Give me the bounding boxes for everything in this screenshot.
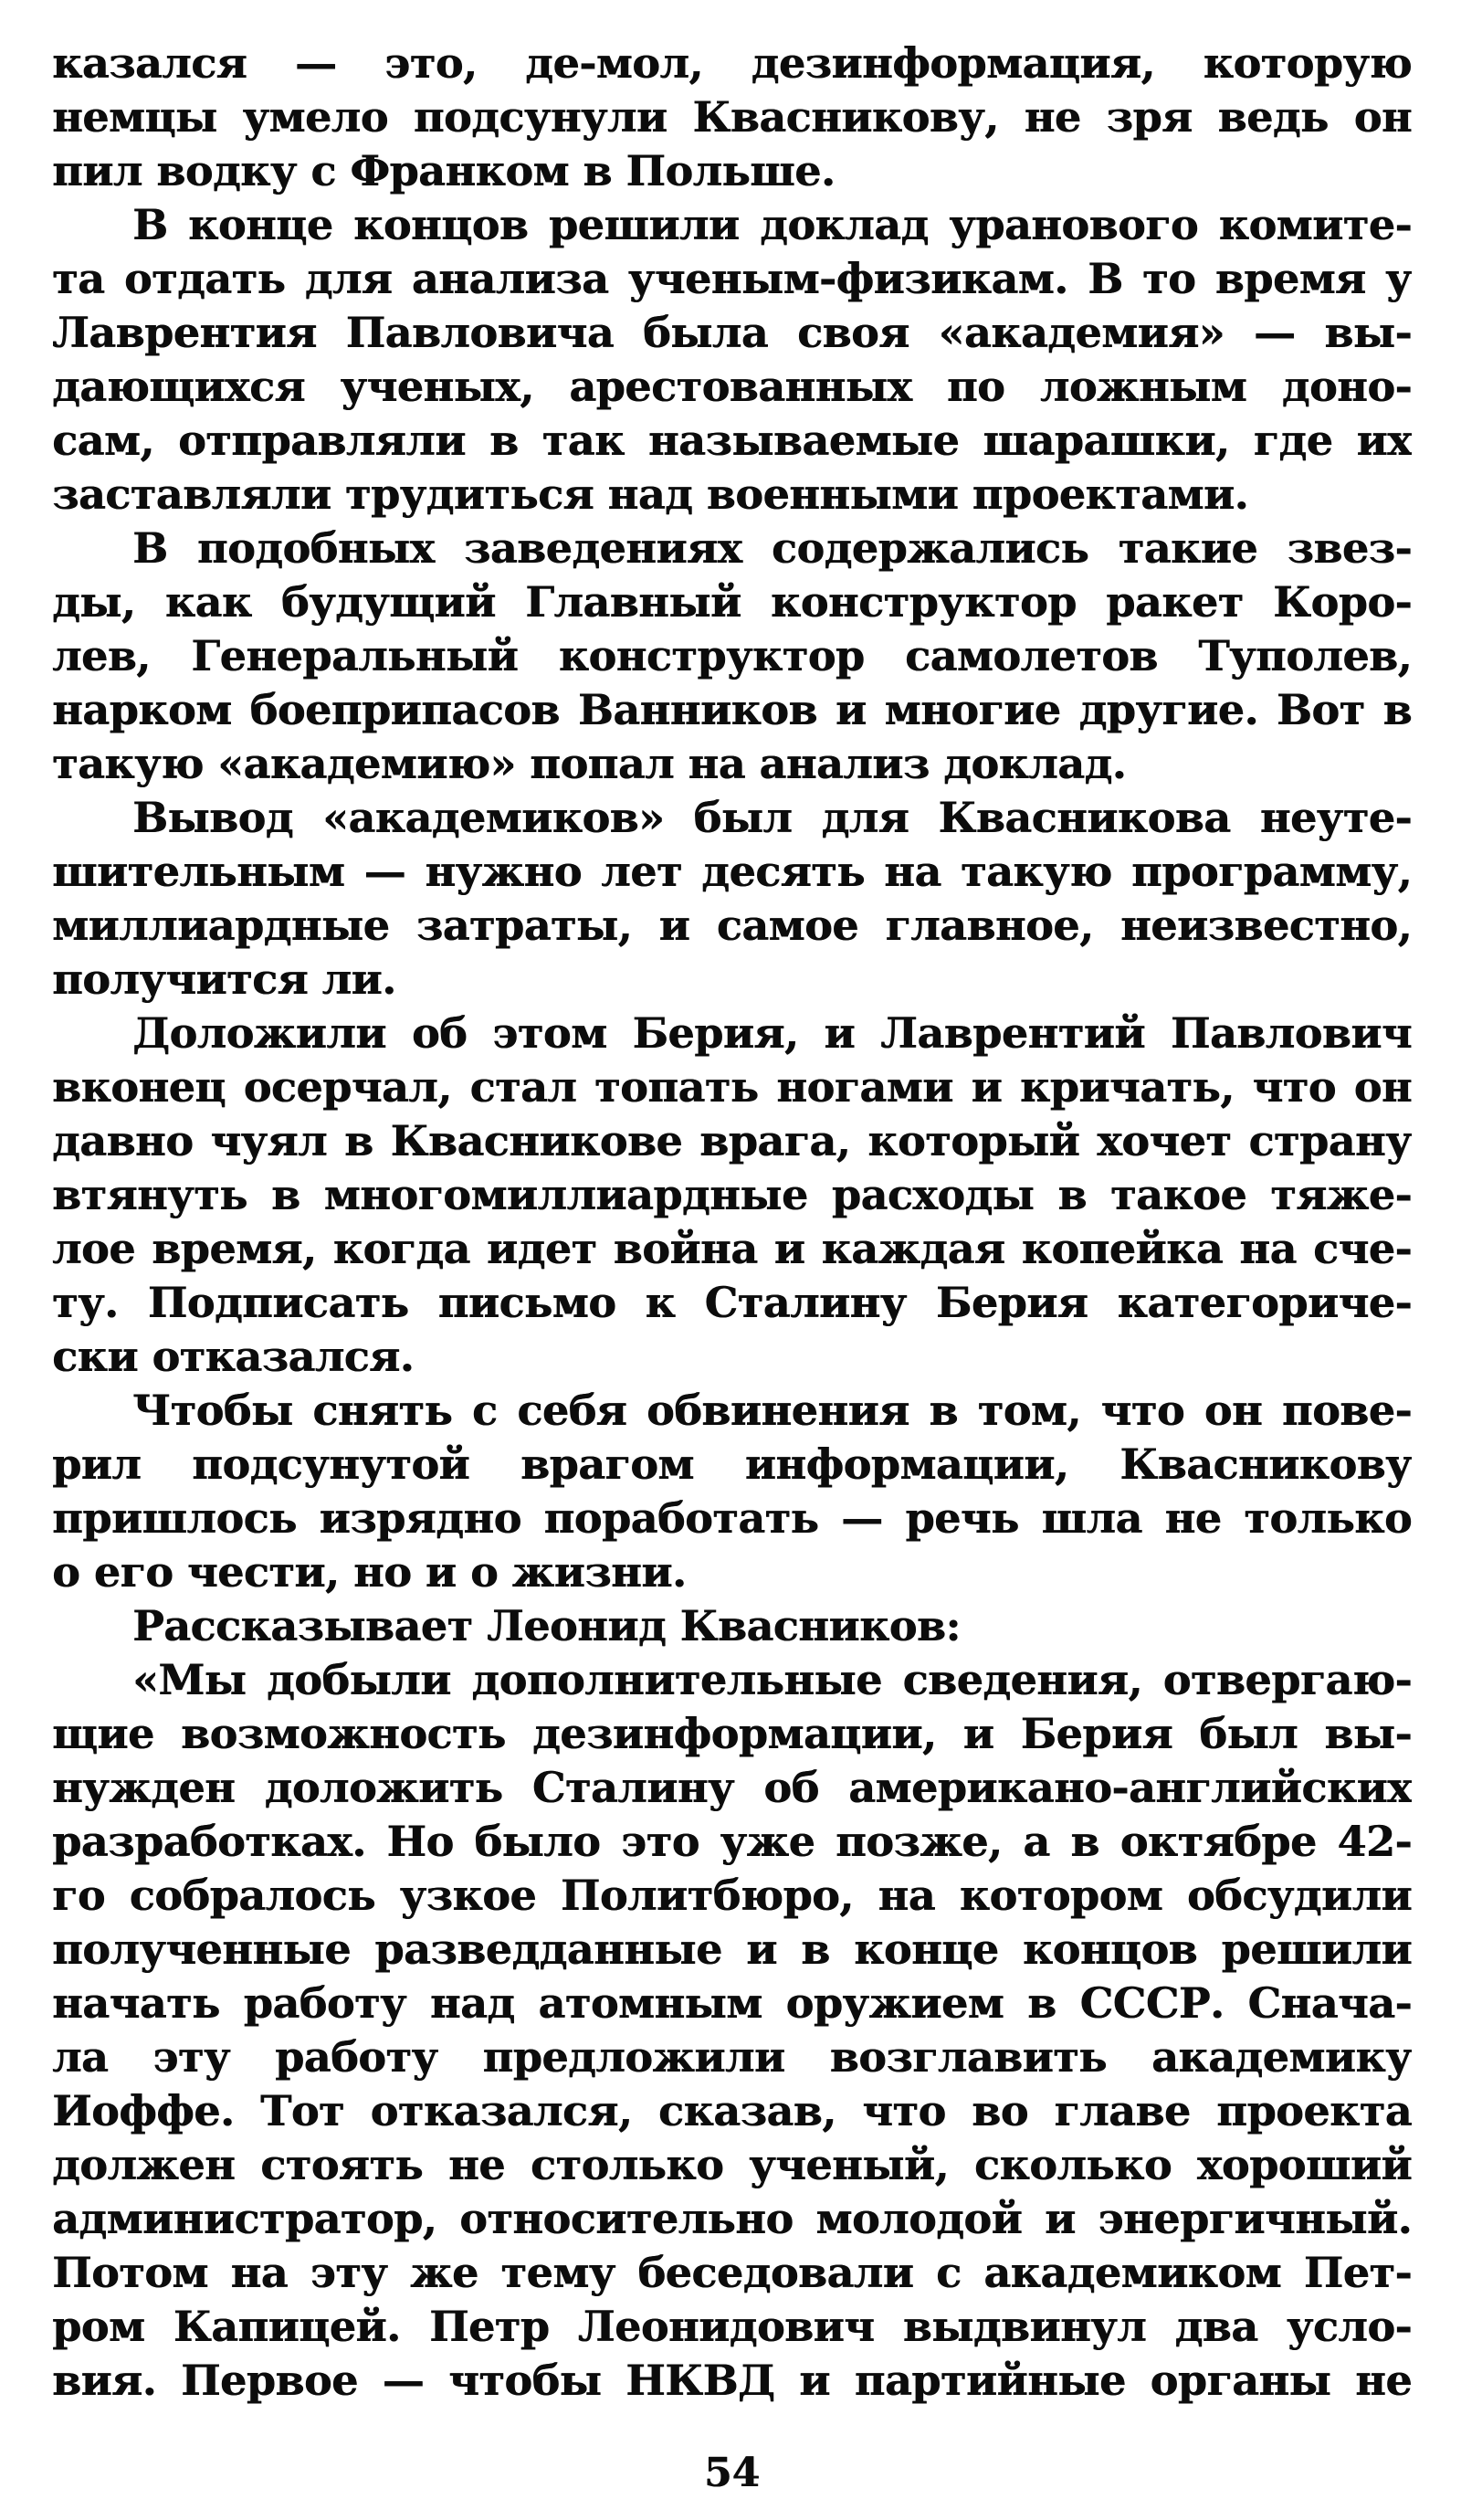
text-line: шительным — нужно лет десять на такую программу,: [52, 847, 1412, 896]
text-line: администратор, относительно молодой и энергичный.: [52, 2194, 1412, 2243]
text-line: Иоффе. Тот отказался, сказав, что во главе проекта: [52, 2086, 1412, 2135]
text-line: ды, как будущий Главный конструктор ракет Коро-: [52, 577, 1412, 627]
text-line: В подобных заведениях содержались такие звез-: [132, 523, 1412, 573]
text-line: дающихся ученых, арестованных по ложным доно-: [52, 362, 1412, 411]
text-line: ту. Подписать письмо к Сталину Берия категориче-: [52, 1278, 1412, 1327]
text-line: такую «академию» попал на анализ доклад.: [52, 739, 1127, 788]
text-line: Вывод «академиков» был для Квасникова неуте-: [132, 793, 1412, 842]
text-line: лев, Генеральный конструктор самолетов Туполев,: [52, 631, 1412, 680]
text-line: Доложили об этом Берия, и Лаврентий Павлович: [132, 1008, 1412, 1058]
text-line: нарком боеприпасов Ванников и многие другие. Вот в: [52, 685, 1412, 734]
text-line: лое время, когда идет война и каждая копейка на сче-: [52, 1224, 1412, 1273]
text-line: полученные разведданные и в конце концов решили: [52, 1924, 1412, 1974]
text-line: казался — это, де-мол, дезинформация, которую: [52, 38, 1412, 88]
text-line: го собралось узкое Политбюро, на котором обсудили: [52, 1871, 1412, 1920]
text-line: должен стоять не столько ученый, сколько хороший: [52, 2140, 1412, 2189]
text-line: «Мы добыли дополнительные сведения, отвергаю-: [132, 1655, 1412, 1704]
text-line: Лаврентия Павловича была своя «академия» — вы-: [52, 308, 1412, 357]
text-line: рил подсунутой врагом информации, Квасникову: [52, 1439, 1412, 1489]
text-line: о его чести, но и о жизни.: [52, 1547, 687, 1597]
text-line: пил водку с Франком в Польше.: [52, 146, 836, 195]
text-line: немцы умело подсунули Квасникову, не зря ведь он: [52, 92, 1412, 142]
text-line: ром Капицей. Петр Леонидович выдвинул два усло-: [52, 2302, 1412, 2351]
text-line: давно чуял в Квасникове врага, который хочет страну: [52, 1116, 1412, 1165]
text-line: В конце концов решили доклад уранового комите-: [132, 200, 1412, 249]
text-line: Рассказывает Леонид Квасников:: [132, 1601, 961, 1650]
text-line: сам, отправляли в так называемые шарашки, где их: [52, 416, 1412, 465]
text-line: вконец осерчал, стал топать ногами и кричать, что он: [52, 1062, 1412, 1112]
text-line: ла эту работу предложили возглавить академику: [52, 2032, 1412, 2082]
text-line: миллиардные затраты, и самое главное, неизвестно,: [52, 901, 1412, 950]
text-line: та отдать для анализа ученым-физикам. В то время у: [52, 254, 1412, 303]
text-line: пришлось изрядно поработать — речь шла не только: [52, 1493, 1412, 1543]
text-line: нужден доложить Сталину об американо-английских: [52, 1763, 1412, 1812]
text-line: щие возможность дезинформации, и Берия был вы-: [52, 1709, 1412, 1758]
text-line: втянуть в многомиллиардные расходы в такое тяже-: [52, 1170, 1412, 1219]
text-line: заставляли трудиться над военными проектами.: [52, 469, 1249, 519]
text-line: Потом на эту же тему беседовали с академиком Пет-: [52, 2248, 1412, 2297]
text-line: вия. Первое — чтобы НКВД и партийные органы не: [52, 2356, 1412, 2405]
text-line: начать работу над атомным оружием в СССР. Снача-: [52, 1978, 1412, 2028]
text-block: [52, 37, 1412, 2408]
text-line: ски отказался.: [52, 1332, 415, 1381]
text-line: получится ли.: [52, 954, 396, 1004]
text-line: разработках. Но было это уже позже, а в октябре 42-: [52, 1817, 1412, 1866]
text-line: Чтобы снять с себя обвинения в том, что он пове-: [132, 1386, 1412, 1435]
page-number: 54: [703, 2450, 761, 2496]
